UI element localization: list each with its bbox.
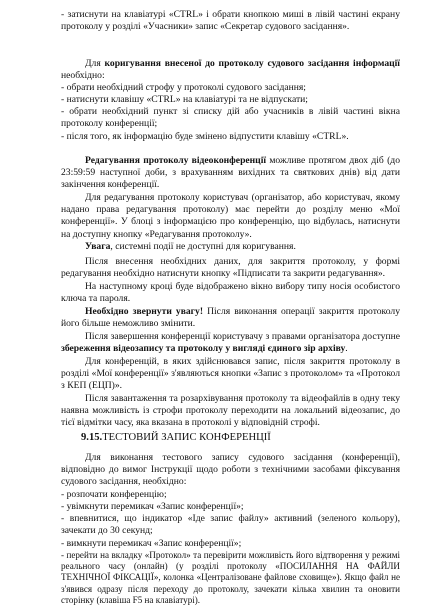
bold-text-run: збереження відеозапису та протоколу у вигляді єдиного зір архіву [61,343,346,355]
section-heading [81,432,420,444]
text-run: - перейти на вкладку «Протокол» та перевірити можливість його відтворення у режимі реального часу (онлайн) (у розділі протоколу «ПОСИЛАННЯ НА ФАЙЛИ ТЕХНІЧНОЇ ФІКСАЦІЇ», колонка «Централізоване файлове сховище»). Якщо файл не з'явився одразу після переходу до протоколу, зачекати кілька хвилин та оновити сторінку (клавіша F5 на клавіатурі). [61,550,400,605]
text-run: - натиснути клавішу «CTRL» на клавіатурі та не відпускати; [61,94,308,105]
bold-text-run: Увага [85,241,111,252]
paragraph-archive [61,331,400,355]
text-run: - впевнитися, що індикатор «Іде запис файлу» активний (зеленого кольору), зачекати до 30 секунд; [61,513,400,537]
paragraph-secretary-select [61,9,400,33]
list-item-enable-record [61,501,400,513]
bold-text-run: Необхідно звернути увагу! [85,306,204,317]
list-item-indicator [61,513,400,537]
list-item-disable-record [61,538,400,550]
list-item-start [61,489,400,501]
list-item-select-stanza [61,82,400,94]
paragraph-warning [61,306,400,330]
text-run: необхідно: [61,70,105,82]
text-run: Для конференцій, в яких здійснювався запис, після закриття протоколу в розділі «Мої конференції» з'являються кнопки «Запис з протоколом» та «Протокол з КЕП (ЕЦП)». [61,356,400,392]
text-run: Після завершення конференції користувачу з правами організатора доступне [85,331,400,342]
paragraph-edit-window [61,155,400,192]
text-run: Після виконання операції закриття протоколу його більше неможливо змінити. [61,306,400,330]
text-run: Для [85,58,105,69]
text-run: можливе протягом двох діб (до 23:59:59 наступної доби, з врахуванням вихідних та святкових днів) від дати закінчення конференції. [61,155,400,191]
text-run: На наступному кроці буде відображено вікно вибору типу носія особистого ключа та пароля. [61,281,400,305]
text-run: Для редагування протоколу користувач (організатор, або користувач, якому надано права редагування протоколу) має перейти до розділу меню «Мої конференції». У блоці з інформацією про конференцію, що відбулась, натиснути на доступну кнопку «Редагування протоколу». [61,192,400,240]
paragraph-edit-steps [61,192,400,241]
text-run: Після завантаження та розархівування протоколу та відеофайлів в одну теку наявна можливість із строфи протоколу переходити на локальний відеозапис, до тієї відмітки часу, яка вказана в протоколі у відповідній строфі. [61,393,400,429]
paragraph-close-protocol [61,256,400,280]
text-run: Після внесення необхідних даних, для закриття протоколу, у формі редагування необхідно натиснути кнопку «Підписати та закрити редагування». [61,256,400,280]
text-run: - розпочати конференцію; [61,489,167,500]
bold-text-run: Редагування протоколу відеоконференції [85,155,267,166]
paragraph-attention [61,241,400,253]
paragraph-test-intro [61,452,400,489]
text-run: - увімкнути перемикач «Запис конференції»; [61,501,244,512]
text-run: - вимкнути перемикач «Запис конференції»; [61,538,242,549]
text-run: - обрати необхідний строфу у протоколі судового засідання; [61,82,306,93]
list-item-release-ctrl [61,131,400,143]
text-run: , системні події не доступні для коригування. [110,241,296,252]
text-run: Для виконання тестового запису судового засідання (конференції), відповідно до вимог Інструкції щодо роботи з технічними засобами фіксування судового засідання, необхідно: [61,452,400,488]
paragraph-correction-intro [61,58,400,82]
text-run: - після того, як інформацію буде змінено відпустити клавішу «CTRL». [61,131,349,142]
paragraph-key-selection [61,281,400,305]
paragraph-unzip [61,393,400,430]
section-number: 9.15. [81,432,103,443]
text-run: - затиснути на клавіатурі «CTRL» і обрати кнопкою миші в лівій частині екрану протоколу у розділі «Учасники» запис «Секретар судового засідання». [61,9,400,33]
list-item-hold-ctrl [61,94,400,106]
list-item-select-action [61,106,400,130]
text-run: . [345,343,348,355]
bold-text-run: коригування внесеної до протоколу судового засідання інформації [104,58,400,69]
section-title: ТЕСТОВИЙ ЗАПИС КОНФЕРЕНЦІЇ [102,432,271,443]
text-run: - обрати необхідний пункт зі списку дій або учасників в лівій частині вікна протоколу конференції; [61,106,400,130]
paragraph-recording-buttons [61,356,400,393]
